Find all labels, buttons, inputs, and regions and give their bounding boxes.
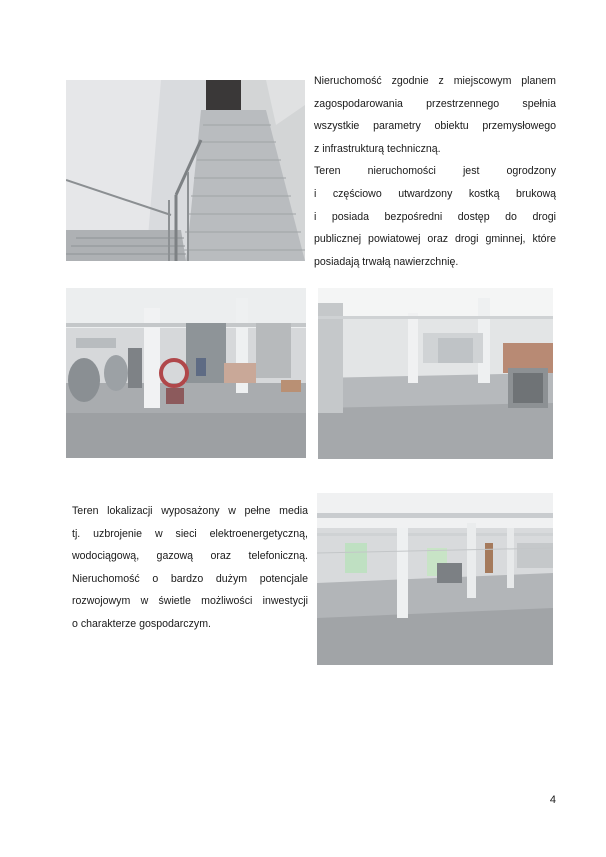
text-line: i częściowo utwardzony kostką brukową — [314, 187, 556, 200]
text-line: o charakterze gospodarczym. — [72, 617, 211, 630]
text-line: wodociągową, gazową oraz telefoniczną. — [72, 550, 308, 563]
text-line: rozwojowym w świetle możliwości inwestycji — [72, 595, 308, 608]
page-number: 4 — [549, 794, 556, 806]
text-line: publicznej powiatowej oraz drogi gminnej, które — [314, 233, 556, 246]
text-block-bottom — [72, 500, 308, 636]
text-line: wszystkie parametry obiektu przemysłowego — [314, 120, 556, 133]
text-block-top — [314, 70, 556, 273]
text-line: z infrastrukturą techniczną. — [314, 142, 441, 155]
text-line: tj. uzbrojenie w sieci elektroenergetyczną, — [72, 527, 308, 540]
text-line: zagospodarowania przestrzennego spełnia — [314, 97, 556, 110]
text-line: posiadają trwałą nawierzchnię. — [314, 255, 459, 268]
text-line: Nieruchomość zgodnie z miejscowym planem — [314, 75, 556, 87]
photo-production-hall — [66, 288, 306, 458]
photo-large-hall — [317, 493, 553, 665]
text-line: Teren nieruchomości jest ogrodzony — [314, 165, 556, 178]
photo-staircase — [66, 80, 305, 261]
photo-empty-hall — [318, 288, 553, 459]
text-line: Teren lokalizacji wyposażony w pełne media — [72, 505, 308, 517]
text-line: i posiada bezpośredni dostęp do drogi — [314, 210, 556, 223]
text-line: Nieruchomość o bardzo dużym potencjale — [72, 572, 308, 585]
